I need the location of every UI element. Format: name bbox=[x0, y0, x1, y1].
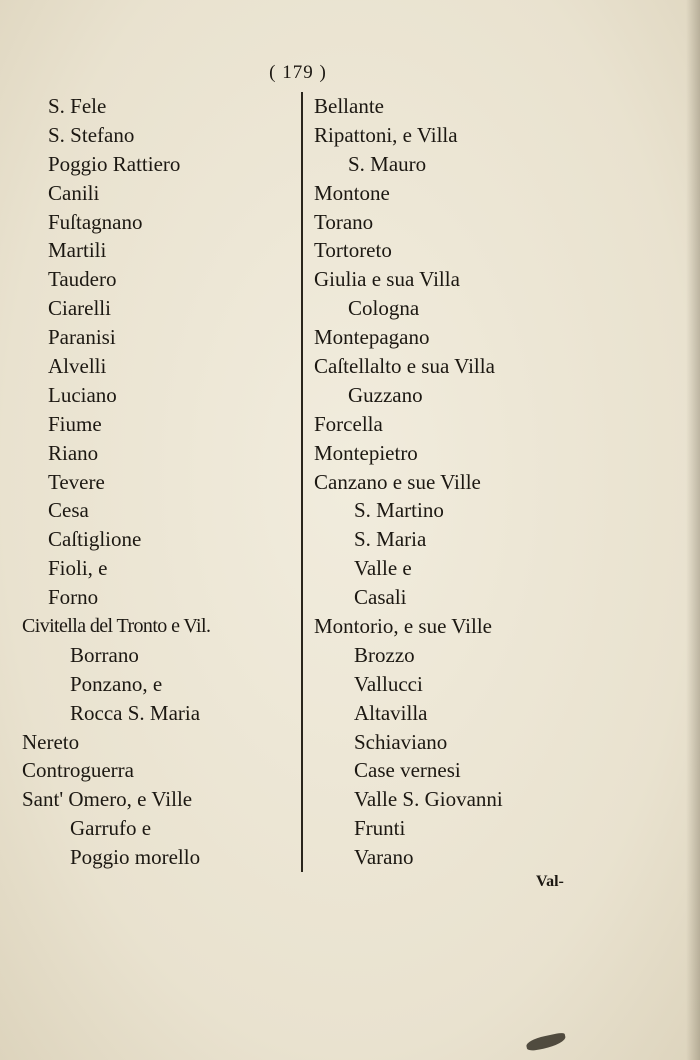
place-entry: Varano bbox=[354, 845, 414, 870]
place-entry: S. Mauro bbox=[348, 151, 427, 176]
place-entry: Valle S. Giovanni bbox=[354, 787, 503, 812]
place-entry: Torano bbox=[314, 209, 374, 234]
place-entry: S. Stefano bbox=[48, 122, 135, 147]
page-number: ( 179 ) bbox=[269, 62, 327, 83]
left-place-list bbox=[22, 92, 294, 872]
place-entry: Forcella bbox=[314, 411, 383, 436]
place-entry: Tortoreto bbox=[314, 238, 392, 263]
place-entry: Luciano bbox=[48, 382, 117, 407]
place-entry: Poggio Rattiero bbox=[48, 151, 181, 176]
place-entry: Nereto bbox=[22, 729, 80, 754]
place-entry: Montone bbox=[314, 180, 390, 205]
place-entry: Schiaviano bbox=[354, 729, 448, 754]
place-entry: Fiume bbox=[48, 411, 102, 436]
right-place-list bbox=[314, 92, 604, 872]
place-entry: Canzano e sue Ville bbox=[314, 469, 481, 494]
column-divider bbox=[301, 92, 303, 872]
place-entry: Rocca S. Maria bbox=[70, 700, 201, 725]
place-entry: Ponzano, e bbox=[70, 671, 163, 696]
place-entry: Controguerra bbox=[22, 758, 134, 783]
place-entry: Brozzo bbox=[354, 642, 415, 667]
place-entry: S. Martino bbox=[354, 498, 444, 523]
place-entry: S. Fele bbox=[48, 94, 107, 118]
place-entry: Vallucci bbox=[354, 671, 423, 696]
place-entry: Ciarelli bbox=[48, 296, 111, 321]
place-entry: Forno bbox=[48, 585, 99, 610]
place-entry: Case vernesi bbox=[354, 758, 461, 783]
place-entry: Ripattoni, e Villa bbox=[314, 122, 458, 147]
place-entry: Caſtellalto e sua Villa bbox=[314, 354, 495, 379]
place-entry: Caſtiglione bbox=[48, 527, 142, 552]
page-edge-shadow bbox=[686, 0, 700, 1060]
place-entry: Casali bbox=[354, 585, 407, 610]
place-entry: Poggio morello bbox=[70, 845, 201, 870]
catchword: Val- bbox=[536, 873, 564, 890]
place-entry: Fioli, e bbox=[48, 556, 108, 581]
place-entry: Cesa bbox=[48, 498, 89, 523]
place-entry: Taudero bbox=[48, 267, 117, 292]
place-entry: Civitella del Tronto e Vil. bbox=[22, 615, 211, 638]
place-entry: Fuſtagnano bbox=[48, 209, 143, 234]
ink-blot bbox=[525, 1032, 567, 1052]
place-entry: S. Maria bbox=[354, 527, 427, 552]
place-entry: Canili bbox=[48, 180, 100, 205]
place-entry: Montepagano bbox=[314, 325, 430, 350]
place-entry: Montorio, e sue Ville bbox=[314, 614, 492, 639]
place-entry: Garrufo e bbox=[70, 816, 152, 841]
place-entry: Martili bbox=[48, 238, 107, 263]
place-entry: Bellante bbox=[314, 94, 384, 118]
place-entry: Valle e bbox=[354, 556, 412, 581]
place-entry: Cologna bbox=[348, 296, 420, 321]
place-entry: Altavilla bbox=[354, 700, 428, 725]
place-entry: Borrano bbox=[70, 642, 139, 667]
place-entry: Frunti bbox=[354, 816, 406, 841]
place-entry: Guzzano bbox=[348, 382, 423, 407]
place-entry: Tevere bbox=[48, 469, 105, 494]
place-entry: Montepietro bbox=[314, 440, 418, 465]
place-entry: Alvelli bbox=[48, 354, 107, 379]
place-entry: Sant' Omero, e Ville bbox=[22, 787, 193, 812]
place-entry: Paranisi bbox=[48, 325, 116, 350]
place-entry: Giulia e sua Villa bbox=[314, 267, 460, 292]
place-entry: Riano bbox=[48, 440, 99, 465]
